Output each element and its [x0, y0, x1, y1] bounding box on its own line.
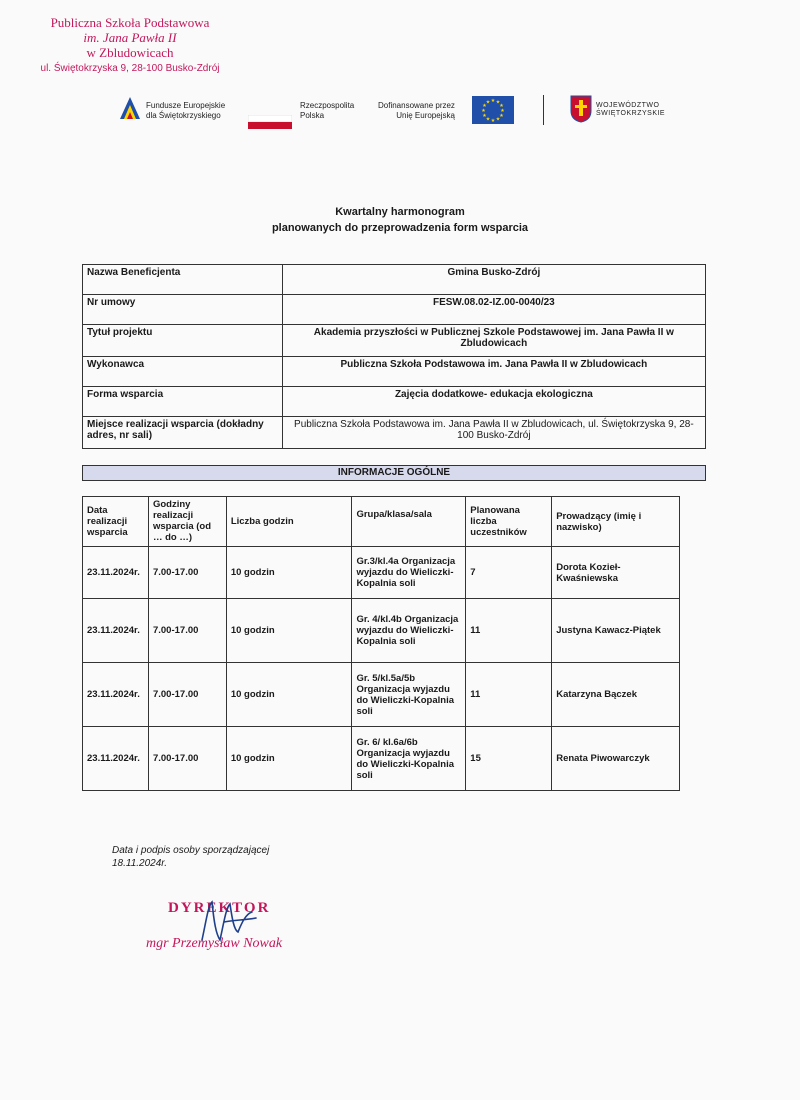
info-label: Forma wsparcia [83, 387, 283, 417]
rp-line-1: Rzeczpospolita [300, 101, 355, 110]
cell-date: 23.11.2024r. [83, 599, 149, 663]
eu-line-2: Unię Europejską [396, 110, 455, 120]
svg-text:★: ★ [490, 98, 496, 104]
document-title [0, 205, 800, 237]
info-label: Tytuł projektu [83, 325, 283, 357]
eu-line-1: Dofinansowane przez [378, 101, 455, 110]
cell-count: 10 godzin [226, 547, 352, 599]
info-value: Zajęcia dodatkowe- edukacja ekologiczna [282, 387, 705, 417]
stamp-line-3: w Zbludowicach [86, 44, 174, 60]
info-row [83, 387, 706, 417]
header-leader: Prowadzący (imię i nazwisko) [552, 497, 680, 547]
cell-date: 23.11.2024r. [83, 727, 149, 791]
funding-logos [118, 93, 678, 133]
info-value: FESW.08.02-IZ.00-0040/23 [282, 295, 705, 325]
svg-text:★: ★ [485, 99, 491, 106]
info-value: Gmina Busko-Zdrój [282, 265, 705, 295]
cell-leader: Katarzyna Bączek [552, 663, 680, 727]
stamp-line-2: im. Jana Pawła II [83, 29, 177, 45]
cell-hours: 7.00-17.00 [148, 727, 226, 791]
svg-text:★: ★ [490, 118, 496, 124]
cell-count: 10 godzin [226, 727, 352, 791]
cell-group: Gr. 6/ kl.6a/6b Organizacja wyjazdu do Wieliczki-Kopalnia soli [352, 727, 466, 791]
cell-date: 23.11.2024r. [83, 547, 149, 599]
svg-text:★: ★ [495, 99, 501, 106]
info-label: Nazwa Beneficjenta [83, 265, 283, 295]
svg-text:★: ★ [499, 113, 504, 119]
info-row [83, 325, 706, 357]
cell-leader: Dorota Kozieł-Kwaśniewska [552, 547, 680, 599]
handwritten-signature [190, 892, 270, 952]
cell-participants: 11 [466, 599, 552, 663]
cell-participants: 15 [466, 727, 552, 791]
svg-text:★: ★ [482, 103, 487, 109]
woj-line-2: ŚWIĘTOKRZYSKIE [596, 110, 666, 118]
svg-text:★: ★ [482, 113, 487, 119]
fe-logo-text [146, 101, 225, 120]
table-row [83, 547, 680, 599]
title-line-1: Kwartalny harmonogram [335, 206, 465, 218]
info-row [83, 417, 706, 449]
cell-hours: 7.00-17.00 [148, 663, 226, 727]
cell-leader: Renata Piwowarczyk [552, 727, 680, 791]
polish-flag-icon [248, 115, 292, 129]
schedule-table [82, 496, 680, 791]
signature-note-label: Data i podpis osoby sporządzającej [112, 845, 270, 856]
cell-hours: 7.00-17.00 [148, 547, 226, 599]
signature-note [112, 845, 269, 870]
header-count: Liczba godzin [226, 497, 352, 547]
director-stamp-name: mgr Przemysław Nowak [146, 936, 283, 951]
cell-participants: 11 [466, 663, 552, 727]
section-title: INFORMACJE OGÓLNE [82, 465, 706, 481]
title-line-2: planowanych do przeprowadzenia form wsparcia [271, 221, 529, 234]
woj-line-1: WOJEWÓDZTWO [596, 102, 660, 109]
cell-group: Gr. 5/kl.5a/5b Organizacja wyjazdu do Wieliczki-Kopalnia soli [352, 663, 466, 727]
info-value: Publiczna Szkoła Podstawowa im. Jana Pawła II w Zbludowicach, ul. Świętokrzyska 9, 28-100 Busko-Zdrój [282, 417, 705, 449]
header-group: Grupa/klasa/sala [352, 497, 466, 547]
coat-of-arms-icon [570, 95, 592, 123]
cell-leader: Justyna Kawacz-Piątek [552, 599, 680, 663]
beneficiary-info-table [82, 264, 706, 449]
svg-text:★: ★ [481, 108, 486, 114]
fe-line-1: Fundusze Europejskie [146, 101, 226, 110]
header-hours: Godziny realizacji wsparcia (od … do …) [148, 497, 226, 547]
info-label: Miejsce realizacji wsparcia (dokładny adres, nr sali) [83, 417, 283, 449]
director-stamp-title: DYREKTOR [168, 900, 271, 916]
info-row [83, 357, 706, 387]
svg-text:★: ★ [485, 116, 491, 123]
table-row [83, 663, 680, 727]
rp-logo-text [300, 101, 354, 120]
fundusze-europejskie-icon [118, 93, 142, 121]
signature-note-date: 18.11.2024r. [112, 857, 168, 869]
cell-count: 10 godzin [226, 599, 352, 663]
cell-group: Gr. 4/kl.4b Organizacja wyjazdu do Wieliczki-Kopalnia soli [352, 599, 466, 663]
eu-flag-icon [472, 96, 514, 124]
info-row [83, 295, 706, 325]
stamp-line-1: Publiczna Szkoła Podstawowa [50, 15, 210, 30]
cell-participants: 7 [466, 547, 552, 599]
table-row [83, 727, 680, 791]
table-row [83, 599, 680, 663]
svg-text:★: ★ [500, 108, 505, 114]
school-stamp [30, 16, 230, 74]
woj-logo-text [596, 102, 665, 119]
fe-line-2: dla Świętokrzyskiego [146, 110, 221, 120]
cell-group: Gr.3/kl.4a Organizacja wyjazdu do Wieliczki-Kopalnia soli [352, 547, 466, 599]
rp-line-2: Polska [300, 110, 325, 120]
info-label: Wykonawca [83, 357, 283, 387]
cell-count: 10 godzin [226, 663, 352, 727]
schedule-header-row [83, 497, 680, 547]
svg-text:★: ★ [495, 116, 501, 123]
eu-logo-text [378, 101, 455, 120]
logo-divider [543, 95, 544, 125]
info-label: Nr umowy [83, 295, 283, 325]
header-date: Data realizacji wsparcia [83, 497, 149, 547]
cell-hours: 7.00-17.00 [148, 599, 226, 663]
stamp-line-4: ul. Świętokrzyska 9, 28-100 Busko-Zdrój [40, 62, 220, 74]
info-row [83, 265, 706, 295]
info-value: Publiczna Szkoła Podstawowa im. Jana Pawła II w Zbludowicach [282, 357, 705, 387]
cell-date: 23.11.2024r. [83, 663, 149, 727]
svg-text:★: ★ [499, 103, 504, 109]
header-participants: Planowana liczba uczestników [466, 497, 552, 547]
info-value: Akademia przyszłości w Publicznej Szkole Podstawowej im. Jana Pawła II w Zbludowicach [282, 325, 705, 357]
